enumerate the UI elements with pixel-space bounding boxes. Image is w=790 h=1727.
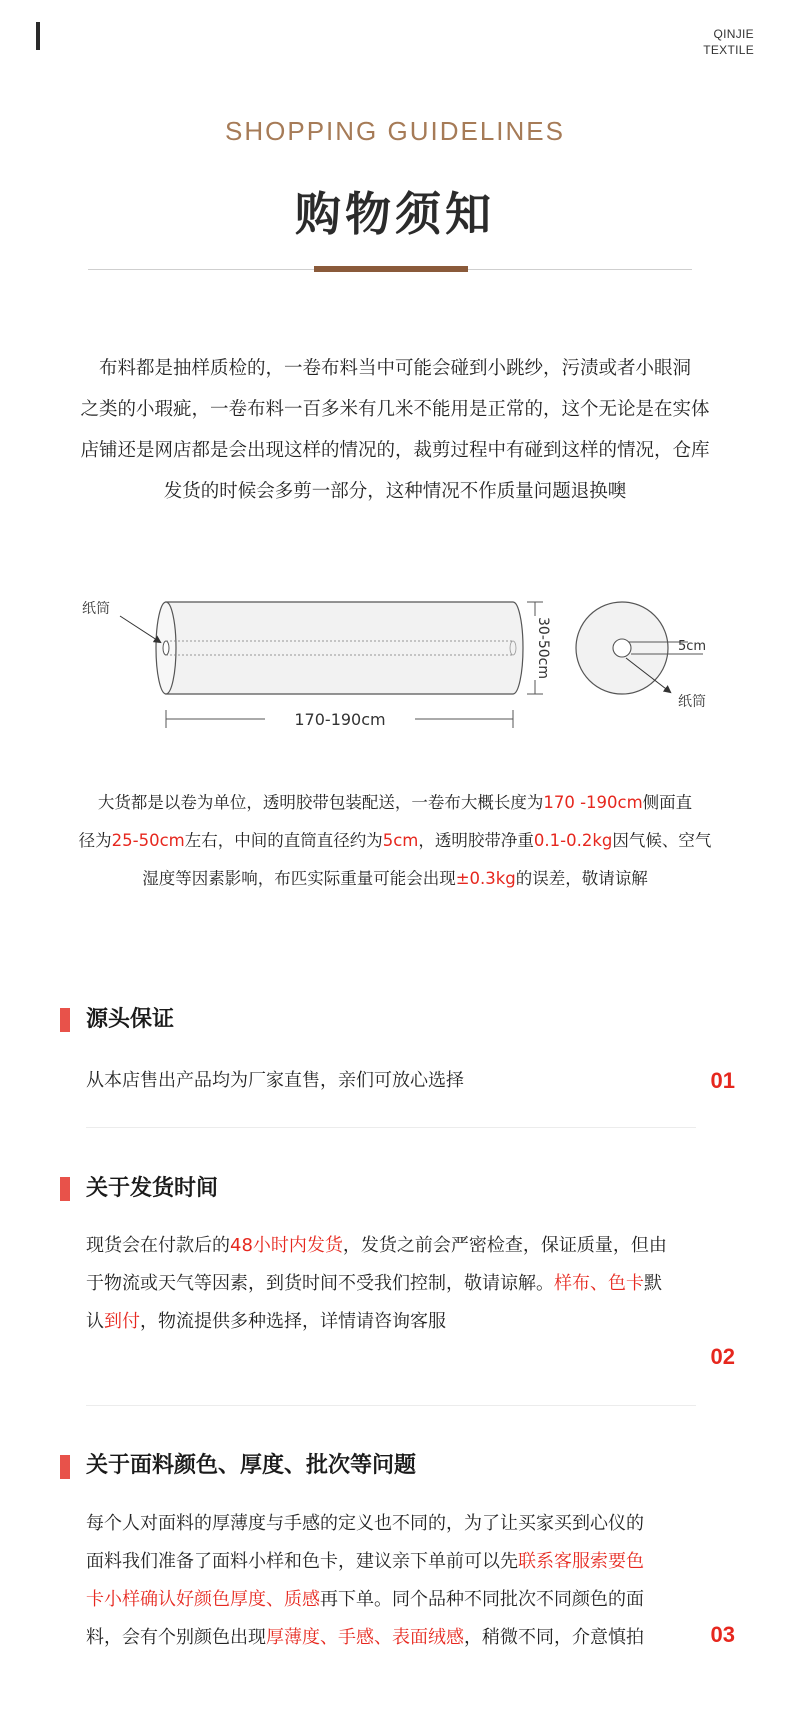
section-marker [60, 1455, 70, 1479]
title-accent-bar [314, 266, 468, 272]
highlight-samples: 样布、色卡 [554, 1273, 644, 1294]
intro-line: 发货的时候会多剪一部分，这种情况不作质量问题退换噢 [163, 481, 627, 502]
brand-line-2: TEXTILE [703, 43, 754, 57]
section-title-fabric-issues: 关于面料颜色、厚度、批次等问题 [86, 1453, 417, 1478]
highlight-cod: 到付 [104, 1311, 140, 1332]
highlight-diameter: 25-50cm [111, 831, 185, 850]
section-marker [60, 1008, 70, 1032]
label-tube-right: 纸筒 [678, 694, 706, 710]
highlight-core: 5cm [382, 831, 419, 850]
section-title-source: 源头保证 [86, 1007, 175, 1032]
label-roll-diameter: 30-50cm [535, 616, 551, 680]
section-divider [86, 1405, 696, 1406]
intro-line: 店铺还是网店都是会出现这样的情况的，裁剪过程中有碰到这样的情况，仓库 [80, 440, 710, 461]
tube-left-arrow [120, 616, 160, 642]
corner-accent-bar [36, 22, 40, 50]
section-body-source: 从本店售出产品均为厂家直售，亲们可放心选择 [86, 1070, 464, 1091]
desc-line-3: 湿度等因素影响，布匹实际重量可能会出现±0.3kg的误差，敬请谅解 [142, 869, 648, 888]
highlight-48h: 48小时内发货 [230, 1235, 343, 1256]
label-core-diameter: 5cm [677, 639, 707, 654]
label-roll-length: 170-190cm [294, 710, 386, 729]
desc-line-1: 大货都是以卷为单位，透明胶带包装配送，一卷布大概长度为170 -190cm侧面直 [97, 793, 693, 812]
highlight-weight-error: ±0.3kg [455, 869, 516, 888]
page-subtitle-en: SHOPPING GUIDELINES [225, 116, 565, 146]
section-title-shipping: 关于发货时间 [86, 1176, 219, 1201]
highlight-length: 170 -190cm [543, 793, 643, 812]
section-divider [86, 1127, 696, 1128]
intro-line: 布料都是抽样质检的，一卷布料当中可能会碰到小跳纱，污渍或者小眼洞 [98, 358, 691, 379]
fabric-roll-diagram [60, 580, 740, 740]
brand-line-1: QINJIE [713, 27, 754, 41]
roll-cylinder [156, 602, 523, 694]
intro-paragraph [55, 348, 735, 512]
highlight-tape-weight: 0.1-0.2kg [533, 831, 613, 850]
highlight-contact-service: 联系客服索要色 [518, 1551, 644, 1572]
highlight-texture: 厚薄度、手感、表面绒感 [266, 1627, 464, 1648]
highlight-confirm-samples: 卡小样确认好颜色厚度、质感 [86, 1589, 320, 1610]
label-tube-left: 纸筒 [82, 601, 110, 617]
section-body-fabric-issues: 每个人对面料的厚薄度与手感的定义也不同的，为了让买家买到心仪的 面料我们准备了面料小样和色卡，建议亲下单前可以先联系客服索要色 卡小样确认好颜色厚度、质感再下单。同个品种不同批次不同颜色的面 料，会有个别颜色出现厚薄度、手感、表面绒感，稍微不同，介意慎拍 [86, 1513, 644, 1648]
section-body-shipping: 现货会在付款后的48小时内发货，发货之前会严密检查，保证质量，但由 于物流或天气等因素，到货时间不受我们控制，敬请谅解。样布、色卡默 认到付，物流提供多种选择，详情请咨询客服 [86, 1235, 667, 1332]
intro-line: 之类的小瑕疵，一卷布料一百多米有几米不能用是正常的，这个无论是在实体 [80, 399, 710, 420]
section-number-01: 01 [710, 1068, 735, 1093]
section-marker [60, 1177, 70, 1201]
page-title: 购物须知 [295, 187, 495, 241]
brand-logo-text [703, 26, 754, 58]
desc-line-2: 径为25-50cm左右，中间的直筒直径约为5cm，透明胶带净重0.1-0.2kg因气候、空气 [78, 831, 712, 850]
roll-description [55, 784, 735, 898]
section-number-02: 02 [710, 1344, 735, 1369]
section-number-03: 03 [710, 1622, 735, 1647]
